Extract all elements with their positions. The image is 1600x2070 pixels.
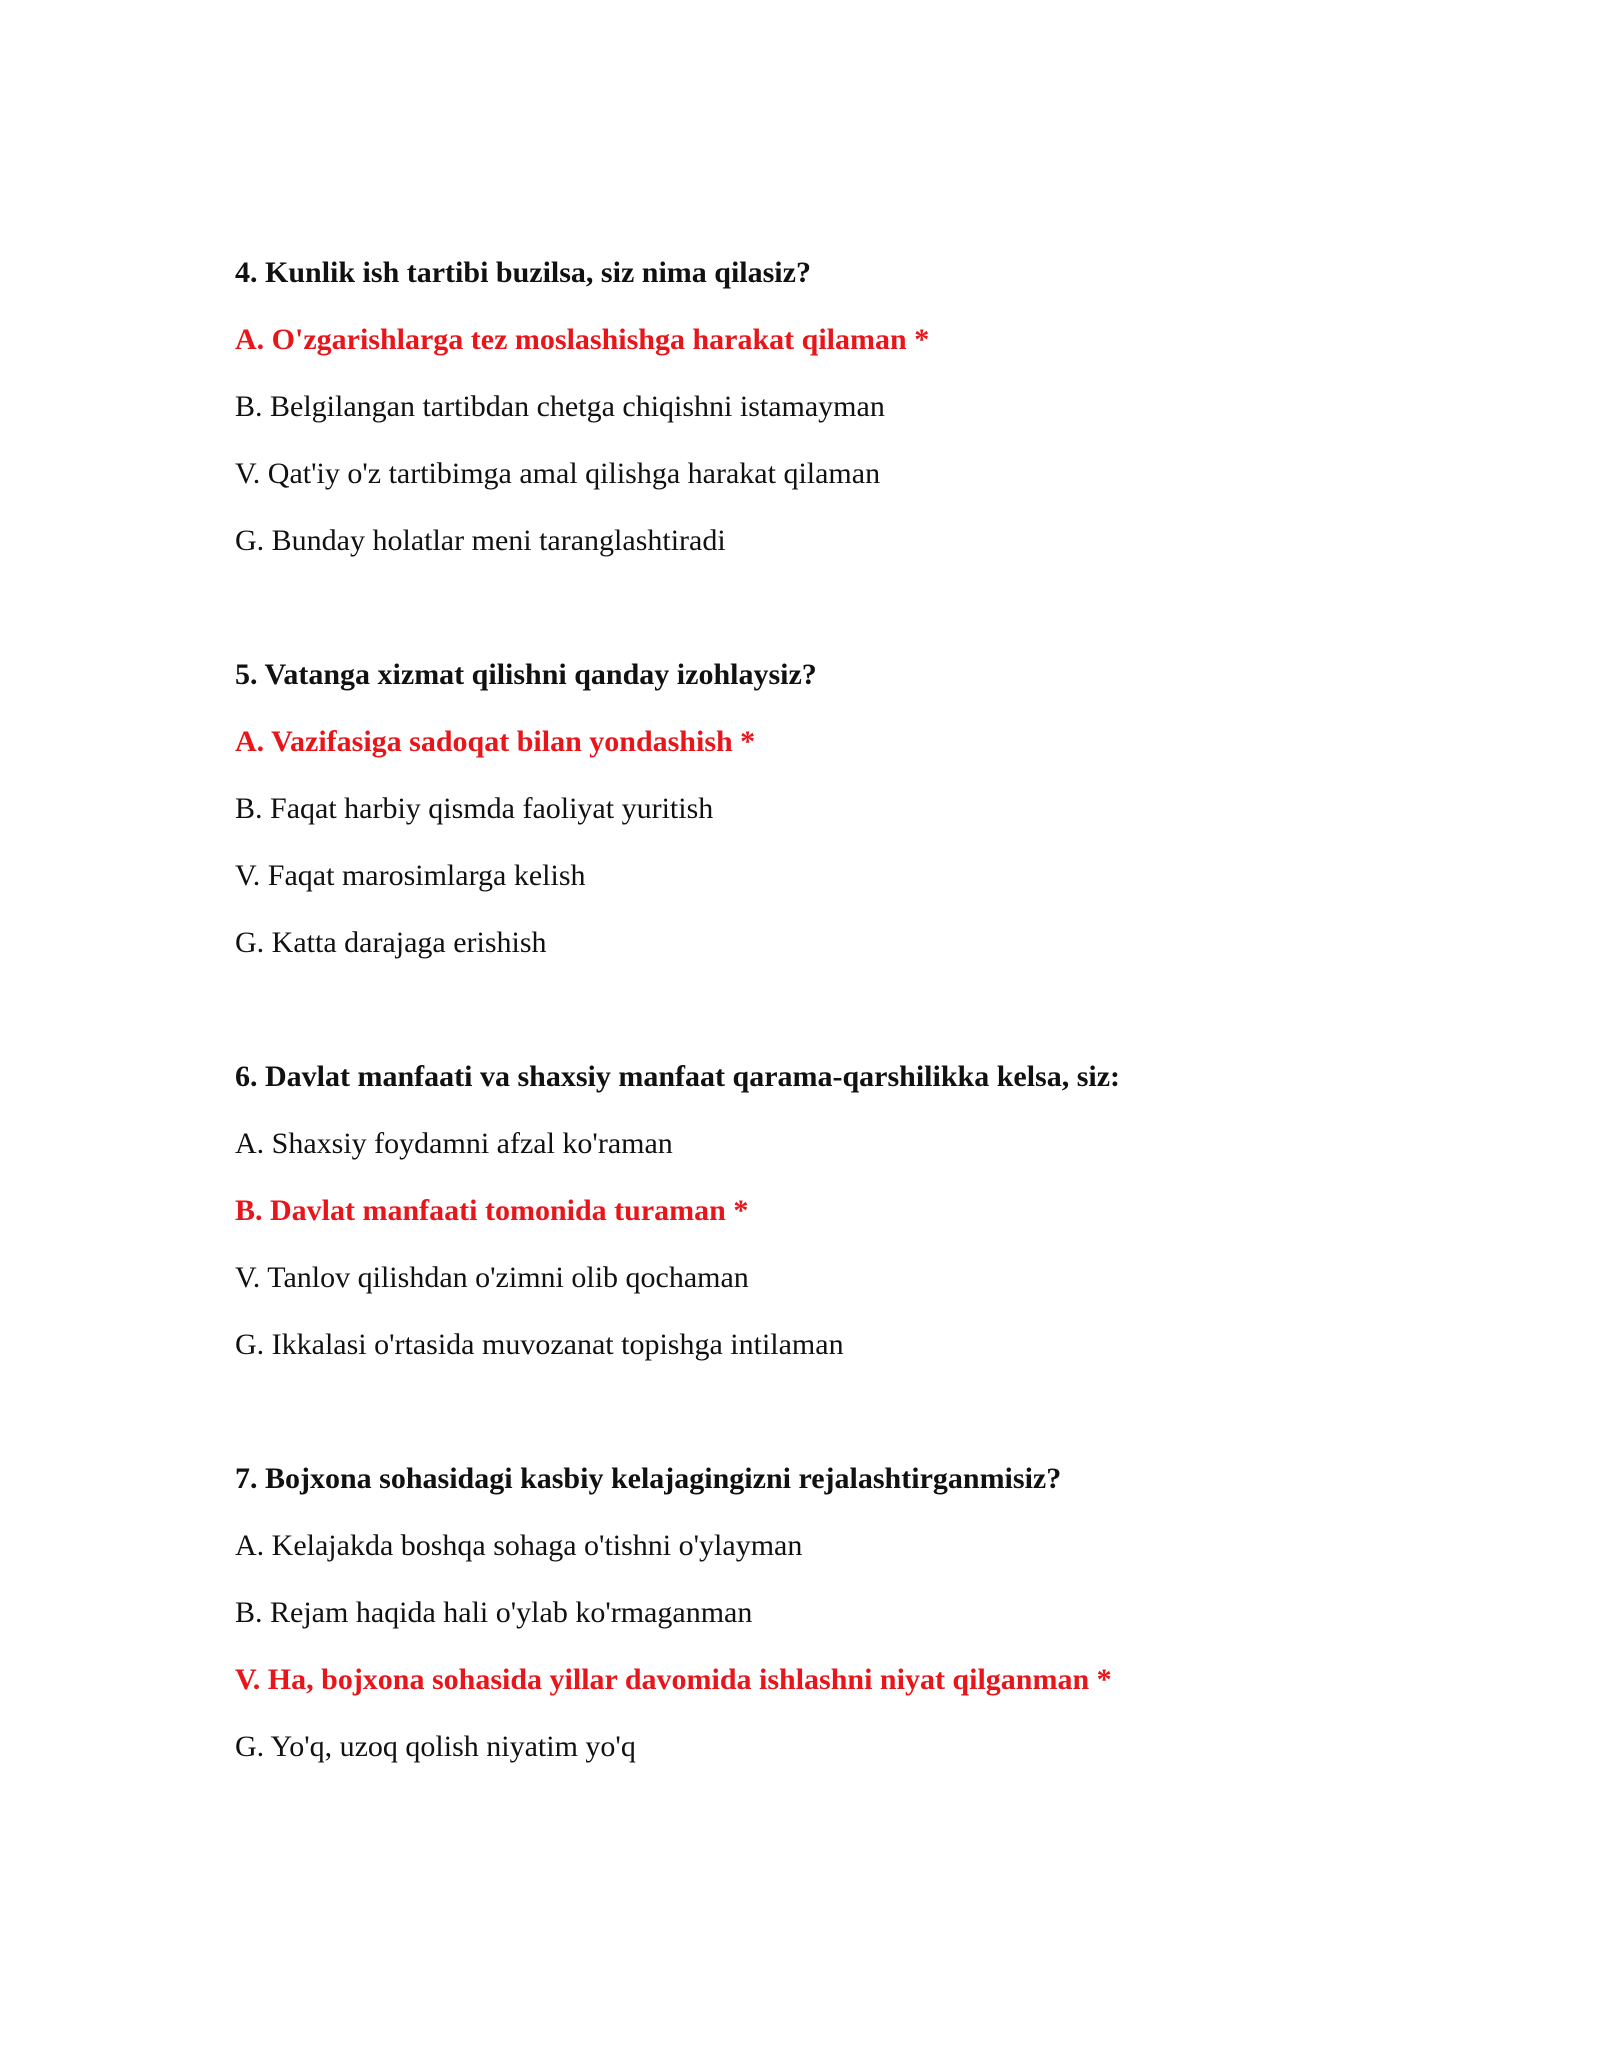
question-title: 4. Kunlik ish tartibi buzilsa, siz nima qilasiz? bbox=[235, 256, 811, 289]
option-a: A. Shaxsiy foydamni afzal ko'raman bbox=[235, 1127, 673, 1160]
option-b-correct: B. Davlat manfaati tomonida turaman * bbox=[235, 1194, 749, 1227]
option-g: G. Yo'q, uzoq qolish niyatim yo'q bbox=[235, 1730, 636, 1763]
option-b: B. Belgilangan tartibdan chetga chiqishni istamayman bbox=[235, 390, 885, 423]
option-v: V. Tanlov qilishdan o'zimni olib qochaman bbox=[235, 1261, 749, 1294]
question-title: 5. Vatanga xizmat qilishni qanday izohlaysiz? bbox=[235, 658, 817, 691]
option-g: G. Ikkalasi o'rtasida muvozanat topishga intilaman bbox=[235, 1328, 844, 1361]
option-a: A. Kelajakda boshqa sohaga o'tishni o'ylayman bbox=[235, 1529, 803, 1562]
question-title: 7. Bojxona sohasidagi kasbiy kelajagingizni rejalashtirganmisiz? bbox=[235, 1462, 1062, 1495]
question-4 bbox=[235, 255, 1435, 590]
option-v: V. Faqat marosimlarga kelish bbox=[235, 859, 586, 892]
option-b: B. Rejam haqida hali o'ylab ko'rmaganman bbox=[235, 1596, 753, 1629]
question-title: 6. Davlat manfaati va shaxsiy manfaat qarama-qarshilikka kelsa, siz: bbox=[235, 1060, 1121, 1093]
option-b: B. Faqat harbiy qismda faoliyat yuritish bbox=[235, 792, 714, 825]
option-g: G. Bunday holatlar meni taranglashtiradi bbox=[235, 524, 726, 557]
option-a-correct: A. Vazifasiga sadoqat bilan yondashish * bbox=[235, 725, 756, 758]
option-a-correct: A. O'zgarishlarga tez moslashishga harakat qilaman * bbox=[235, 323, 930, 356]
option-v: V. Qat'iy o'z tartibimga amal qilishga harakat qilaman bbox=[235, 457, 881, 490]
question-7 bbox=[235, 1461, 1435, 1796]
option-v-correct: V. Ha, bojxona sohasida yillar davomida ishlashni niyat qilganman * bbox=[235, 1663, 1112, 1696]
option-g: G. Katta darajaga erishish bbox=[235, 926, 547, 959]
question-5 bbox=[235, 657, 1435, 992]
question-6 bbox=[235, 1059, 1435, 1394]
